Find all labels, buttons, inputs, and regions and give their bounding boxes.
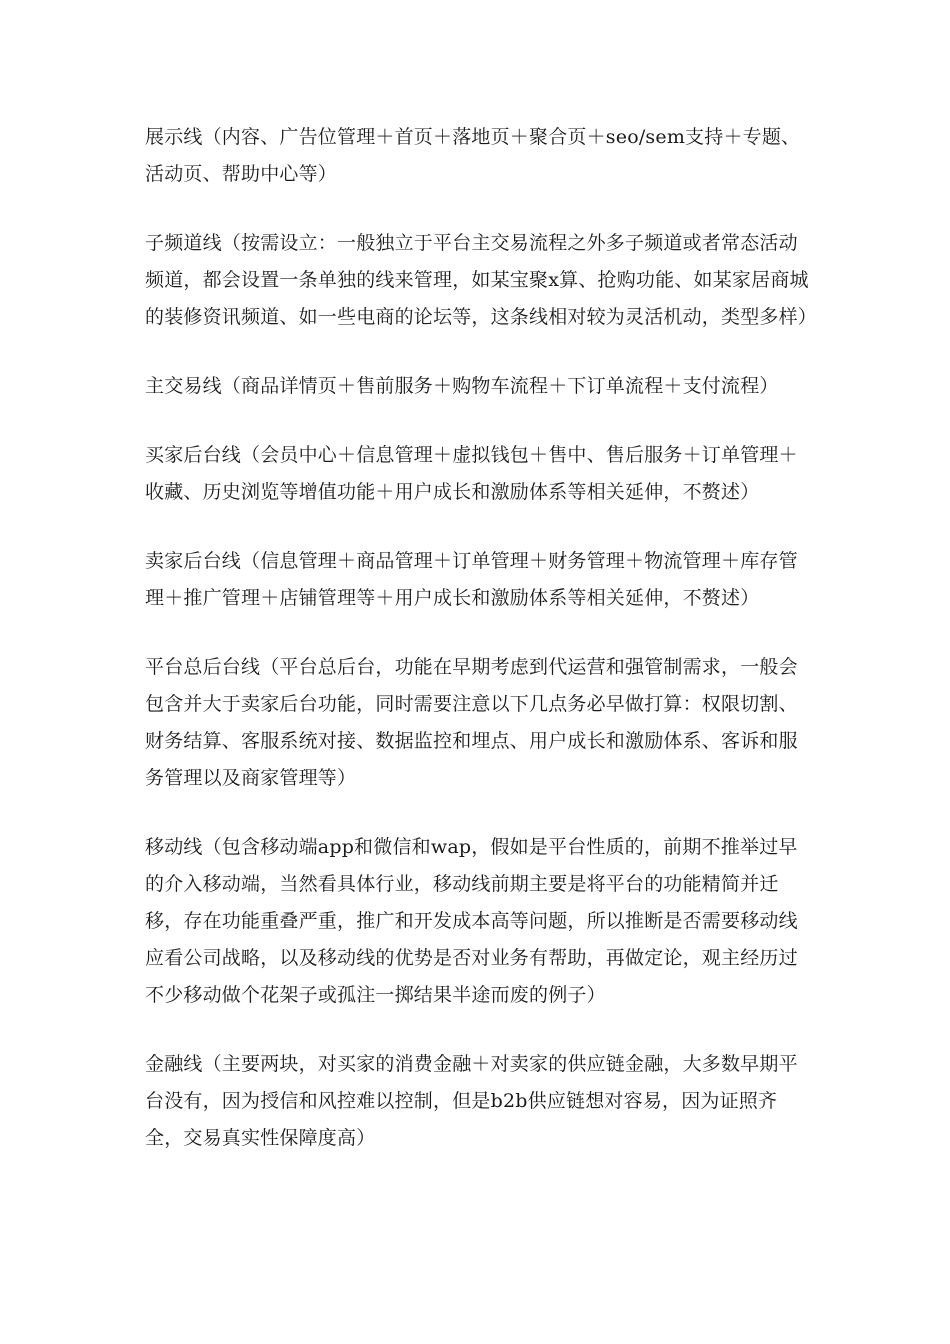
- paragraph-platform-backend-line: 平台总后台线（平台总后台，功能在早期考虑到代运营和强管制需求，一般会包含并大于卖家后台功能，同时需要注意以下几点务必早做打算：权限切割、财务结算、客服系统对接、数据监控和埋点、用户成长和激励体系、客诉和服务管理以及商家管理等）: [145, 656, 798, 789]
- paragraph-seller-backend-line: 卖家后台线（信息管理＋商品管理＋订单管理＋财务管理＋物流管理＋库存管理＋推广管理＋店铺管理等＋用户成长和激励体系等相关延伸，不赘述）: [145, 550, 798, 609]
- paragraph-buyer-backend-line: 买家后台线（会员中心＋信息管理＋虚拟钱包＋售中、售后服务＋订单管理＋收藏、历史浏览等增值功能＋用户成长和激励体系等相关延伸，不赘述）: [145, 444, 798, 503]
- paragraph-finance-line: 金融线（主要两块，对买家的消费金融＋对卖家的供应链金融，大多数早期平台没有，因为授信和风控难以控制，但是b2b供应链想对容易，因为证照齐全，交易真实性保障度高）: [145, 1053, 798, 1149]
- document-body: [145, 119, 818, 1157]
- paragraph-sub-channel-line: 子频道线（按需设立：一般独立于平台主交易流程之外多子频道或者常态活动频道，都会设置一条单独的线来管理，如某宝聚x算、抢购功能、如某家居商城的装修资讯频道、如一些电商的论坛等，这条线相对较为灵活机动，类型多样）: [145, 232, 818, 328]
- paragraph-display-line: 展示线（内容、广告位管理＋首页＋落地页＋聚合页＋seo/sem支持＋专题、活动页、帮助中心等）: [145, 126, 801, 185]
- paragraph-mobile-line: 移动线（包含移动端app和微信和wap，假如是平台性质的，前期不推举过早的介入移动端，当然看具体行业，移动线前期主要是将平台的功能精简并迁移，存在功能重叠严重，推广和开发成本高等问题，所以推断是否需要移动线应看公司战略，以及移动线的优势是否对业务有帮助，再做定论，观主经历过不少移动做个花架子或孤注一掷结果半途而废的例子）: [145, 836, 798, 1006]
- paragraph-main-transaction-line: 主交易线（商品详情页＋售前服务＋购物车流程＋下订单流程＋支付流程）: [145, 375, 779, 397]
